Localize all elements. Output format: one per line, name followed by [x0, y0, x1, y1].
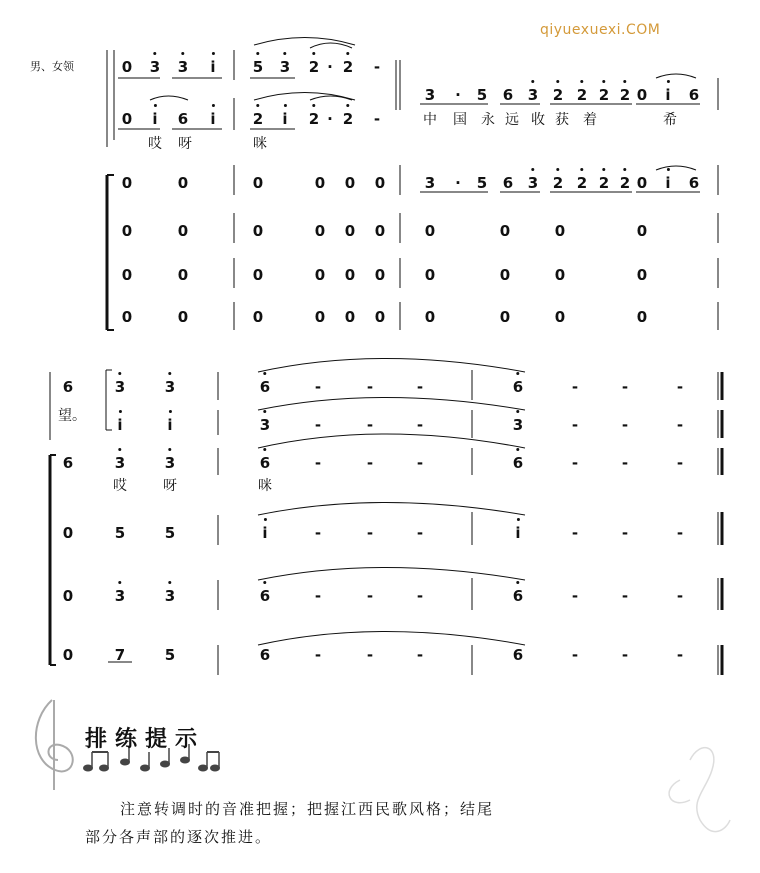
note: 2: [342, 110, 354, 128]
note: 6: [512, 378, 524, 396]
note: 0: [62, 587, 74, 605]
lyric: 永: [481, 112, 495, 128]
note: 0: [636, 308, 648, 326]
note: 0: [252, 174, 264, 192]
note: 5: [114, 524, 126, 542]
note: 6: [177, 110, 189, 128]
tips-title: 排练提示: [85, 727, 206, 752]
note: 6: [259, 378, 271, 396]
note: 6: [62, 454, 74, 472]
note: 3: [259, 416, 271, 434]
note: 5: [164, 524, 176, 542]
note: 0: [121, 174, 133, 192]
note: i: [282, 110, 288, 128]
note: -: [366, 378, 374, 396]
note: 6: [259, 587, 271, 605]
note: -: [366, 524, 374, 542]
note: -: [571, 587, 579, 605]
note: -: [366, 454, 374, 472]
note: 3: [164, 587, 176, 605]
note: -: [676, 454, 684, 472]
note: 0: [636, 86, 648, 104]
note: -: [314, 524, 322, 542]
note: -: [571, 378, 579, 396]
note: 0: [252, 266, 264, 284]
note: 0: [177, 222, 189, 240]
note: -: [676, 646, 684, 664]
note: 0: [177, 308, 189, 326]
note: 0: [344, 222, 356, 240]
note: 0: [62, 524, 74, 542]
lyric: 收: [531, 112, 545, 128]
tips-line-2: 部分各声部的逐次推进。: [85, 828, 273, 846]
note: 0: [636, 174, 648, 192]
note: 0: [314, 308, 326, 326]
note: 2: [552, 174, 564, 192]
note: 0: [121, 110, 133, 128]
note: 3: [279, 58, 291, 76]
note: -: [366, 587, 374, 605]
note: 3: [114, 378, 126, 396]
note: 0: [344, 266, 356, 284]
note: -: [621, 524, 629, 542]
note: 6: [259, 454, 271, 472]
note: i: [665, 86, 671, 104]
note: 3: [512, 416, 524, 434]
note: i: [210, 58, 216, 76]
note: -: [676, 416, 684, 434]
note: 5: [476, 174, 488, 192]
note: -: [366, 416, 374, 434]
note: 3: [424, 86, 436, 104]
note: 0: [121, 58, 133, 76]
note: -: [416, 416, 424, 434]
note: -: [314, 378, 322, 396]
note: 6: [688, 174, 700, 192]
note: 0: [121, 222, 133, 240]
lyric: 远: [505, 112, 519, 128]
note: 2: [619, 86, 631, 104]
lyric: 哎: [148, 136, 162, 152]
lyric: 呀: [163, 478, 177, 494]
note: 3: [164, 454, 176, 472]
note: -: [571, 646, 579, 664]
note: 0: [62, 646, 74, 664]
note: 6: [259, 646, 271, 664]
note: ·: [327, 110, 333, 128]
note: 6: [512, 587, 524, 605]
note: 5: [164, 646, 176, 664]
note: 6: [512, 454, 524, 472]
note: 0: [252, 308, 264, 326]
note: 0: [314, 222, 326, 240]
note: -: [314, 454, 322, 472]
note: -: [676, 378, 684, 396]
note: -: [621, 378, 629, 396]
note: 0: [177, 266, 189, 284]
note: 0: [424, 266, 436, 284]
note: i: [665, 174, 671, 192]
note: -: [416, 454, 424, 472]
note: -: [314, 587, 322, 605]
note: 2: [598, 174, 610, 192]
note: 3: [149, 58, 161, 76]
note: 0: [344, 174, 356, 192]
note: 0: [314, 266, 326, 284]
watermark: qiyuexuexi.COM: [540, 22, 661, 38]
note: 2: [576, 174, 588, 192]
lyric: 获: [555, 112, 569, 128]
lyric: 咪: [253, 136, 267, 152]
note: 2: [619, 174, 631, 192]
note: 0: [374, 308, 386, 326]
tips-line-1: 注意转调时的音准把握；把握江西民歌风格；结尾: [120, 800, 495, 818]
note: i: [515, 524, 521, 542]
note: 0: [424, 222, 436, 240]
lyric: 望。: [58, 408, 86, 424]
note: -: [416, 646, 424, 664]
note: 6: [502, 174, 514, 192]
note: 0: [314, 174, 326, 192]
note: 0: [177, 174, 189, 192]
note: -: [416, 378, 424, 396]
note: 0: [374, 266, 386, 284]
note: 0: [424, 308, 436, 326]
note: -: [621, 454, 629, 472]
note: -: [416, 587, 424, 605]
note: i: [167, 416, 173, 434]
note: i: [210, 110, 216, 128]
note: -: [571, 524, 579, 542]
note: 3: [164, 378, 176, 396]
note: -: [314, 646, 322, 664]
note: 0: [636, 266, 648, 284]
note: -: [676, 587, 684, 605]
note: 0: [554, 222, 566, 240]
note: 0: [121, 266, 133, 284]
note: 6: [502, 86, 514, 104]
note: 2: [598, 86, 610, 104]
note: 6: [688, 86, 700, 104]
note: 0: [636, 222, 648, 240]
note: i: [262, 524, 268, 542]
note: -: [373, 110, 381, 128]
lyric: 国: [453, 112, 467, 128]
note: 3: [114, 587, 126, 605]
note: 3: [177, 58, 189, 76]
note: 6: [512, 646, 524, 664]
note: 0: [499, 266, 511, 284]
note: 3: [527, 86, 539, 104]
note: -: [571, 454, 579, 472]
note: ·: [455, 174, 461, 192]
note: 0: [252, 222, 264, 240]
note: -: [621, 646, 629, 664]
note: 3: [114, 454, 126, 472]
note: 2: [342, 58, 354, 76]
note: i: [117, 416, 123, 434]
note: 0: [499, 308, 511, 326]
note: -: [373, 58, 381, 76]
lyric: 咪: [258, 478, 272, 494]
note: ·: [455, 86, 461, 104]
note: 0: [374, 222, 386, 240]
lyric: 希: [663, 112, 677, 128]
note: 6: [62, 378, 74, 396]
note: 0: [121, 308, 133, 326]
note: 2: [308, 110, 320, 128]
note: ·: [327, 58, 333, 76]
note: 2: [576, 86, 588, 104]
note: 2: [552, 86, 564, 104]
note: 0: [374, 174, 386, 192]
part-label: 男、女领: [30, 60, 74, 73]
note: -: [621, 416, 629, 434]
note: -: [621, 587, 629, 605]
note: i: [152, 110, 158, 128]
note: 3: [527, 174, 539, 192]
note: -: [416, 524, 424, 542]
note: -: [571, 416, 579, 434]
lyric: 中: [423, 112, 437, 128]
note: 0: [554, 308, 566, 326]
note: 7: [114, 646, 126, 664]
note: 0: [499, 222, 511, 240]
note: 3: [424, 174, 436, 192]
note: 2: [252, 110, 264, 128]
note: 0: [554, 266, 566, 284]
lyric: 哎: [113, 478, 127, 494]
note: -: [314, 416, 322, 434]
lyric: 着: [583, 112, 597, 128]
note: 2: [308, 58, 320, 76]
lyric: 呀: [178, 136, 192, 152]
note: -: [366, 646, 374, 664]
note: 5: [252, 58, 264, 76]
note: 0: [344, 308, 356, 326]
note: 5: [476, 86, 488, 104]
note: -: [676, 524, 684, 542]
flower-sketch: [669, 748, 730, 832]
